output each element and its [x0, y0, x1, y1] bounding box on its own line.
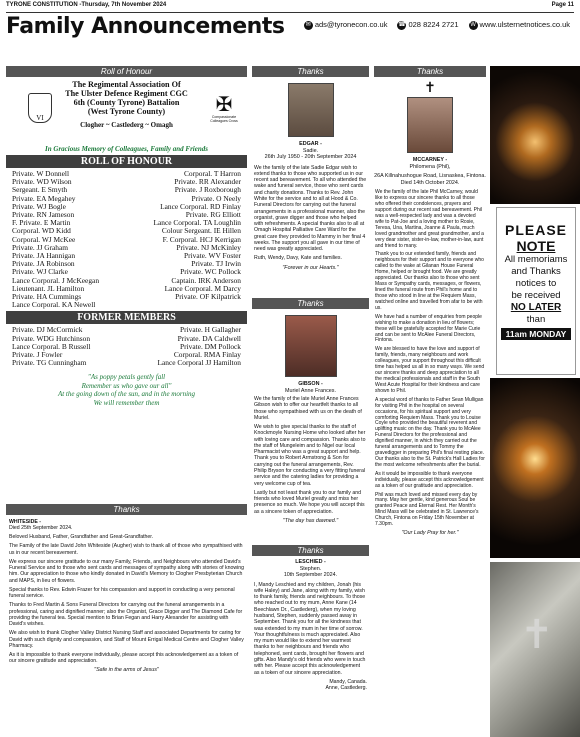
roll-line-3: 6th (County Tyrone) Battalion	[73, 98, 180, 107]
please-note-box: PLEASE NOTE All memoriams and Thanks notices to be received NO LATER than 11am MONDAY	[496, 207, 576, 375]
former-name-left-2: Lance Corporal. B Russell	[12, 341, 91, 351]
cross-badge-icon: ✠	[215, 94, 233, 116]
honour-name-right-3: Private. O Neely	[191, 193, 241, 203]
edgar-notice: Thanks EDGAR - Sadie. 26th July 1950 - 20th September 2024 We the family of the late Sadie Edgar wish to extend thanks to those who supported us in our recent sad bereavement. To all who attended the wake and funeral service, those who sent cards and charity donations. Thanks to Rev. John White for the service and to all at Hood & Co. Funeral Directors for carrying out the funeral arrangements in a professional manner, also the organist, grave digger and those who helped with refreshments. A special thanks also to all at Omagh Hospital Palliative Care Ward for the great care they provided to Mammy in her final 4 weeks. The support you all gave in our time of need was greatly appreciated. Ruth, Wendy, Davy, Kate and families. "Forever in our Hearts."	[252, 66, 369, 271]
candle-photo	[490, 66, 580, 204]
honour-name-left-5: Private. RN Jameson	[12, 210, 75, 220]
leschied-notice: Thanks LESCHIED - Stephen. 10th September 2024. I, Mandy Leschied and my children, Jonah (his wife Haley) and Jane, along with my family, wish to thank family, friends and neighbours. To those who reached out to my mum, Anne Kane (14 Beechlawn Dr., Castlederg), when my loving husband, Stephen, suddenly passed away in September. Thank you for all the kindness that was extended to my mum in her time of sorrow. Your thoughtfulness is much appreciated. Also my mum would like to extend her warmest thanks to her neighbours and friends who telephoned, sent cards, brought her flowers and gifts. Also Mandy's old friends who were in touch with her. Please accept this acknowledgement as a token of our sincere appreciation. Mandy, Canada. Anne, Castlederg.	[254, 546, 367, 692]
paper-dateline: TYRONE CONSTITUTION -Thursday, 7th November 2024	[6, 2, 167, 8]
section-bar-thanks-5: Thanks	[374, 66, 486, 77]
honour-name-right-11: Private. TJ Irwin	[191, 259, 241, 269]
former-members-title: FORMER MEMBERS	[6, 311, 247, 324]
roll-line-1: The Regimental Association Of	[72, 80, 181, 89]
phone-contact[interactable]: ☎ 028 8224 2721	[398, 20, 459, 29]
honour-name-right-6: Lance Corporal. TA Loughlin	[153, 218, 241, 228]
honour-name-right-4: Lance Corporal. RD Finlay	[160, 201, 241, 211]
gibson-photo	[285, 315, 337, 377]
honour-name-right-7: Colour Sergeant. IE Hillen	[161, 226, 241, 236]
roll-of-honour-column	[6, 66, 247, 407]
section-bar-thanks-4: Thanks	[252, 545, 369, 556]
globe-icon: W	[470, 21, 476, 28]
mccarney-notice: Thanks ✝ MCCARNEY - Philomena (Phil), 26A Killnahushogue Road, Lisnaskea, Fintona. Died 14th October 2024. We the family of the late Phil McCarney, would like to express our sincere thanks to all those who offered their condolences, prayers and support during our recent sad bereavement. Phil was a well-respected lady and was a devoted wife to Pat-Joe and a loving mother to Rosie, Teresa, Una, Martina, Joanne & Paula, much loved grandmother and great grandmother, and a very dear sister, sister-in-law, mother-in-law, aunt and friend to many. Thank you to our extended family, friends and neighbours for their support and to everyone who called to the wake at Gilanan House Funeral Home, helped or brought food. We are greatly appreciated. Our thanks also to those who sent Mass or Sympathy cards, messages, or flowers, lined the funeral route from Phil's home and to those who stood in line at the Requiem Mass, watched online and travelled from afar to be with us. We have had a number of enquiries from people wishing to make a donation in lieu of flowers; these will be gratefully accepted for Marie Curie and can be sent to McAlee Funeral Directors, Fintona. We are blessed to have the love and support of family, friends, many neighbours and work colleagues, your support throughout this difficult time has helped us all in so many ways. We send our sincere thanks and deep appreciation to all the medical professionals and staff in the South West Acute Hospital for their kindness and care shown to Phil. A special word of thanks to Father Sean Mulligan for visiting Phil in the hospital on several occasions, for his spiritual support and very comforting Requiem Mass. Thank you to Louise Coyle who provided the beautiful reverent and uplifting music on the day. Thank you to McAlee Funeral Directors for the professional and dignified manner, in which they carried out the funeral arrangements and to Tommy the gravedigger in preparing Phil's final resting place. Our thanks also to the St. Patrick's Hall Ladies for the most welcome refreshments after the burial. As it would be impossible to thank everyone individually, please accept this acknowledgement as a token of our gratitude and appreciation. Phil was much loved and missed every day by many. May her gentle, kind generous Soul be granted Peace and Eternal Rest. Her Month's Mind Mass will be celebrated in St. Lawrence's Church, Fintona on Friday 15th November at 7.30pm. "Our Lady Pray for her."	[374, 67, 486, 537]
cross-badge: ✠ Compassionate Colleagues Cross	[207, 95, 241, 123]
former-name-right-1: Private. DA Caldwell	[177, 333, 241, 343]
whiteside-notice: Thanks WHITESIDE - Died 25th September 2024. Beloved Husband, Father, Grandfather and Great-Grandfather. The Family of the late David John Whiteside (Augher) wish to thank all of those who sympathised with us in our recent bereavement. We express our sincere gratitude to our many Family, Friends, and Neighbours who attended David's Funeral Service and to those who sent cards and messages of sympathy along with stories of knowing him. Our appreciation to those who kindly donated in David's Memory to Clogher Presbyterian Church and MAPS, in lieu of flowers. Special thanks to Rev. Edwin Frazer for his compassion and support in conducting a very personal funeral service. Thanks to Fred Martin & Sons Funeral Directors for carrying out the funeral arrangements in a professional, caring and dignified manner; also the Organist, Grace Digger and The Diamond Cafe for providing the funeral tea. Special mention to Brian Fegan and Harry Alexander for assisting with David's wishes. We also wish to thank Clogher Valley District Nursing Staff and associated Departments for caring for David with such dignity and compassion, and Staff of Mount Errigal Medical Centre and Clogher Valley Pharmacy. As it is impossible to thank everyone individually, please accept this acknowledgement as a token of our sincere gratitude and appreciation. "Safe in the arms of Jesus"	[6, 504, 247, 674]
honour-name-right-12: Private. WC Pollock	[180, 267, 241, 277]
former-name-left-3: Private. J Fowler	[12, 350, 63, 360]
honour-name-right-8: F. Corporal. HCJ Kerrigan	[162, 234, 241, 244]
section-bar-thanks-1: Thanks	[6, 504, 247, 515]
gibson-quote: "The day has dawned."	[282, 517, 339, 524]
contact-bar	[304, 20, 570, 30]
honour-name-left-13: Lance Corporal. J McKeegan	[12, 275, 100, 285]
honour-name-left-1: Private. WD Wilson	[12, 177, 72, 187]
honour-name-right-0: Corporal. T Harron	[184, 169, 241, 178]
email-contact[interactable]: ✉ ads@tyronecon.co.uk	[305, 20, 388, 29]
honour-name-right-10: Private. WV Foster	[184, 251, 241, 261]
honour-name-left-12: Private. WJ Clarke	[12, 267, 68, 277]
honour-name-right-14: Lance Corporal. M Darcy	[164, 283, 241, 293]
honour-name-left-0: Private. W Donnell	[12, 169, 69, 178]
stone-cross-icon: ✝	[520, 613, 554, 657]
whiteside-died: Died 25th September 2024.	[9, 525, 73, 532]
honour-name-left-16: Lance Corporal. KA Newell	[12, 300, 96, 310]
honour-name-right-1: Private. RR Alexander	[174, 177, 241, 187]
former-members-list	[6, 326, 247, 367]
edgar-quote: "Forever in our Hearts."	[282, 264, 339, 271]
cross-icon: ✝	[424, 79, 436, 95]
former-name-right-3: Corporal. RMA Finlay	[173, 350, 241, 360]
candles-photo	[490, 378, 580, 558]
whiteside-name: WHITESIDE -	[9, 519, 41, 525]
stone-cross-photo	[490, 562, 580, 737]
edgar-photo	[288, 83, 334, 137]
honour-name-right-16	[127, 301, 242, 309]
roll-line-2: The Ulster Defence Regiment CGC	[65, 89, 188, 98]
honour-name-left-11: Private. JA Robinson	[12, 259, 75, 269]
former-name-left-0: Private. DJ McCormick	[12, 325, 83, 335]
honour-name-left-14: Lieutenant. JL Hamilton	[12, 283, 85, 293]
section-bar-roll: Roll of Honour	[6, 66, 247, 77]
former-name-right-2: Private. DM Pollock	[180, 341, 241, 351]
roll-of-honour-list	[6, 170, 247, 309]
mccarney-quote: "Our Lady Pray for her."	[401, 530, 459, 537]
honour-name-left-10: Private. JA Hannigan	[12, 251, 76, 261]
honour-name-right-5: Private. RG Elliott	[185, 210, 241, 220]
former-name-left-4: Private. TG Cunningham	[12, 358, 87, 368]
former-name-right-4: Lance Corporal JJ Hamilton	[157, 358, 241, 368]
honour-name-left-7: Corporal. WD Kidd	[12, 226, 71, 236]
roll-line-4: (West Tyrone County)	[87, 107, 166, 116]
page-title: Family Announcements	[6, 14, 285, 39]
honour-name-left-2: Sergeant. E Smyth	[12, 185, 68, 195]
masthead	[6, 12, 580, 42]
gibson-notice: Thanks GIBSON - Muriel Anne Frances. We the family of the late Muriel Anne Frances Gibson wish to offer our heartfelt thanks to all those who sympathised with us on the death of Muriel. We wish to give special thanks to the staff of Knockmoyle Nursing Home who looked after her with loving care and compassion. Thanks also to the staff of Mungeleim and to Nigel our local Pharmacist who was a great support and help. Thank you to Robert Armstrong & Son for carrying out the funeral arrangements, Rev. Philip Bryson for conducting a very fitting funeral service and the catering ladies for providing a very welcome cup of tea. Lastly but not least thank you to our family and friends who loved Muriel greatly and miss her presence so much. We hope you will accept this as a sincere token of appreciation. "The day has dawned."	[252, 298, 369, 524]
roll-poem: "As poppy petals gently fall Remember us who gave our all" At the going down of the sun, and in the morning We will remember them	[57, 373, 196, 407]
whiteside-quote: "Safe in the arms of Jesus"	[94, 667, 159, 674]
page-number: Page 11	[551, 2, 574, 8]
honour-name-left-8: Corporal. WJ McKee	[12, 234, 76, 244]
honour-name-left-3: Private. EA Megahey	[12, 193, 76, 203]
section-bar-thanks-3: Thanks	[252, 298, 369, 309]
honour-name-right-9: Private. NJ McKinley	[176, 242, 241, 252]
section-bar-thanks-2: Thanks	[252, 66, 369, 77]
roll-line-5: Clogher ~ Castlederg ~ Omagh	[80, 121, 173, 129]
honour-name-right-2: Private. J Roxborough	[174, 185, 241, 195]
roll-heading	[6, 77, 247, 142]
honour-name-left-9: Private. JJ Graham	[12, 242, 69, 252]
former-name-left-1: Private. WDG Hutchinson	[12, 333, 91, 343]
honour-name-left-6: F. Private. E Martin	[12, 218, 71, 228]
envelope-icon: ✉	[305, 21, 311, 28]
roll-intro: In Gracious Memory of Colleagues, Family and Friends	[45, 145, 208, 153]
mccarney-photo	[407, 97, 453, 153]
honour-name-left-4: Private. WJ Bogle	[12, 201, 66, 211]
honour-name-right-13: Captain. IRK Anderson	[171, 275, 241, 285]
roll-of-honour-title: ROLL OF HONOUR	[6, 155, 247, 168]
former-name-right-0: Private. H Gallagher	[180, 325, 241, 335]
honour-name-left-15: Private. HA Cummings	[12, 292, 82, 302]
regiment-crest-icon: VI	[28, 93, 52, 123]
phone-icon: ☎	[398, 21, 406, 28]
web-contact[interactable]: W www.ulsternetnotices.co.uk	[470, 20, 570, 29]
honour-name-right-15: Private. OF Kilpatrick	[175, 292, 241, 302]
